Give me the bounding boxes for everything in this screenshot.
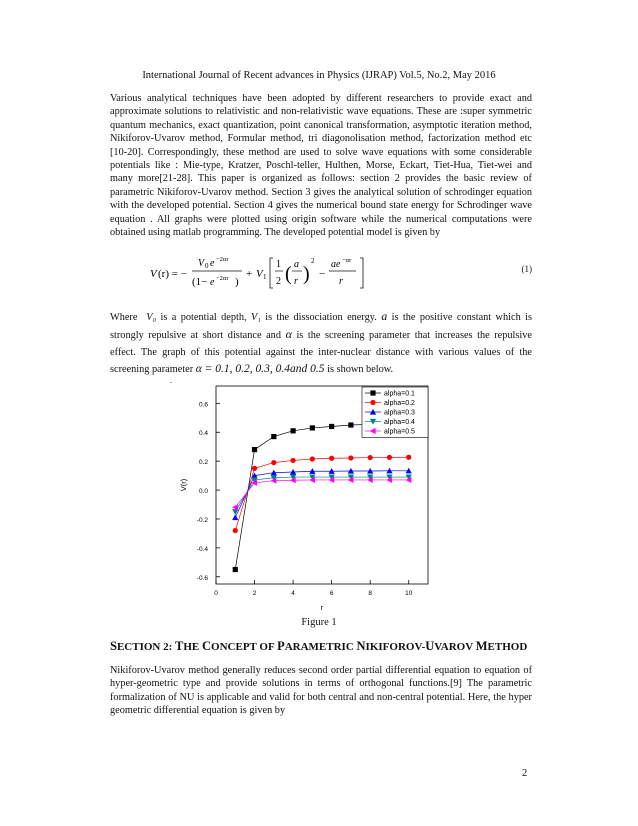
where-text-4: is the screening parameter that increases the repulsive effect. The graph of this potential against the inter-nuclear distance with various values of the screening parameter (110, 330, 532, 375)
eq-sub1: 1 (263, 273, 267, 281)
y-tick-label: 0.0 (198, 488, 208, 496)
intro-paragraph: Various analytical techniques have been adopted by different researchers to provide exact and approximate solutions to relativistic and non-relativistic wave equations. These are :super symmetric quantum mechanics, exact quantization, point canonical transformation, asymptotic iteration method, Nikiforov-Uvarov method, Formular method, tri diagonolisation method, factorization method etc [10-20]. Correspondingly, these method are used to solve wave equations with some considerable potentials like : Mie-type, Kratzer, Poschl-teller, Hulthen, Morse, Eckart, Tiet-Hua, Tiet-wei and many more[21-28]. This paper is organized as follows: section 2 provides the basic review of parametric Nikiforov-Uvarov method. Section 3 gives the analytical solution of schrodinger equation with the developed potential. Section 4 gives the numerical bound state energy for Schrodinger wave equation . All graphs were plotted using origin software while the numerical computations were obtained using matlab programming. The developed potential model is given by (110, 93, 532, 239)
nu-paragraph: Nikiforov-Uvarov method generally reduces second order partial differential equation to equation of hyper-geometric type and provide solutions in terms of orthogonal functions.[9] The parametric formalization of NU is applicable and valid for both central and non-central potential. Here, the hyper geometric differential equation is given by (110, 665, 532, 717)
where-text-3: is the positive constant which is strongly repulsive at short distance and (110, 312, 532, 341)
y-axis-label: V(r) (179, 478, 188, 492)
eq-paren-open: ( (285, 263, 292, 285)
chart-svg (170, 378, 470, 610)
eq-e1: e (210, 258, 215, 269)
alpha-symbol: α (285, 327, 292, 341)
data-point (348, 422, 353, 427)
stray-dot: . (170, 376, 172, 385)
chart-series-layer (232, 420, 412, 572)
data-point (252, 466, 257, 471)
eq-minus: − (319, 268, 326, 280)
where-paragraph (110, 308, 532, 378)
chart-legend (362, 387, 428, 438)
eq-denominator: (1− (192, 276, 208, 288)
data-point (329, 456, 334, 461)
eq-sup2: −2αr (216, 275, 229, 282)
section-heading (110, 639, 532, 654)
where-text-1: is a potential depth, (156, 312, 251, 323)
legend-label: alpha=0.4 (384, 419, 415, 426)
eq-e2: e (210, 277, 215, 288)
series-line (235, 457, 408, 530)
eq-sub0: 0 (205, 262, 209, 270)
heading-part: HE (183, 641, 203, 653)
equation-render (110, 252, 532, 292)
data-point (368, 455, 373, 460)
series-line (235, 471, 408, 518)
x-tick-label: 0 (214, 590, 218, 597)
eq-bracket-left (270, 258, 273, 288)
series-alpha-0-3 (232, 468, 412, 520)
heading-part: M (475, 639, 488, 653)
eq-sq: 2 (311, 257, 315, 265)
y-tick-label: 0.6 (198, 401, 208, 409)
heading-part: S (110, 639, 117, 653)
data-point (370, 400, 375, 405)
x-tick-label: 6 (329, 590, 334, 597)
eq-half-num: 1 (276, 259, 281, 270)
eq-paren-close: ) (303, 263, 310, 285)
heading-part: ETHOD (487, 641, 528, 653)
heading-part: U (425, 639, 435, 653)
eq-ae: ae (331, 259, 341, 270)
y-tick-label: -0.4 (196, 545, 208, 553)
eq-sup1: −2αr (216, 256, 229, 263)
heading-part: T (175, 639, 184, 653)
eq-bracket-right (360, 258, 363, 288)
y-tick-label: -0.2 (196, 516, 208, 524)
heading-part: VAROV (434, 641, 476, 653)
potential-equation (110, 252, 532, 292)
data-point (290, 428, 295, 433)
x-tick-label: 10 (405, 590, 413, 597)
v1-symbol: V₁ (251, 312, 261, 323)
data-point (271, 460, 276, 465)
heading-part: ARAMETRIC (284, 641, 357, 653)
y-tick-label: 0.2 (198, 459, 208, 467)
x-tick-label: 2 (252, 590, 257, 597)
eq-sup3: −αr (342, 257, 352, 264)
data-point (233, 528, 238, 533)
where-text-5: is shown below. (324, 364, 394, 375)
data-point (290, 458, 295, 463)
eq-half-den: 2 (276, 276, 281, 287)
heading-part: IKIFOROV- (365, 641, 426, 653)
a-symbol: a (381, 309, 388, 323)
figure-caption: Figure 1 (301, 617, 337, 628)
legend-label: alpha=0.1 (384, 390, 415, 398)
data-point (233, 567, 238, 572)
heading-part: ONCEPT OF (211, 641, 278, 653)
potential-chart (170, 378, 470, 615)
eq-v1: V (256, 268, 263, 280)
eq-numerator: V (198, 258, 205, 269)
series-alpha-0-5 (232, 477, 411, 511)
eq-a: a (294, 259, 299, 270)
where-word: Where (110, 312, 138, 323)
series-alpha-0-2 (233, 455, 412, 533)
series-line (235, 480, 408, 507)
data-point (232, 514, 238, 520)
eq-den-close: ) (235, 276, 239, 288)
legend-label: alpha=0.3 (384, 409, 415, 417)
x-axis-label: r (320, 603, 324, 610)
data-point (387, 455, 392, 460)
y-tick-label: -0.6 (196, 574, 208, 582)
y-tick-label: 0.4 (198, 430, 208, 438)
eq-lhs: V (150, 268, 157, 280)
equation-number: (1) (521, 264, 532, 274)
heading-part: C (202, 639, 212, 653)
heading-part: P (277, 639, 285, 653)
data-point (406, 455, 411, 460)
page-number: 2 (522, 768, 528, 779)
data-point (348, 455, 353, 460)
eq-plus: + (246, 268, 253, 280)
journal-header: International Journal of Recent advances in Physics (IJRAP) Vol.5, No.2, May 2016 (142, 70, 496, 81)
v0-symbol: V₀ (146, 312, 157, 323)
where-text-2: is the dissociation energy. (260, 312, 382, 323)
data-point (252, 447, 257, 452)
legend-label: alpha=0.2 (384, 400, 415, 407)
eq-r: r (294, 276, 298, 287)
series-line (235, 423, 408, 570)
eq-r2: r (339, 276, 343, 287)
x-tick-label: 8 (368, 590, 372, 597)
data-point (329, 424, 334, 429)
heading-part: N (356, 639, 366, 653)
x-tick-label: 4 (291, 590, 295, 597)
heading-part: ECTION 2: (116, 641, 176, 653)
data-point (310, 456, 315, 461)
eq-lhs-rest: (r) = − (158, 268, 187, 280)
legend-label: alpha=0.5 (384, 428, 415, 436)
alpha-values: α = 0.1, 0.2, 0.3, 0.4and 0.5 (195, 363, 325, 375)
data-point (310, 425, 315, 430)
series-alpha-0-4 (232, 474, 412, 514)
series-alpha-0-1 (233, 420, 412, 572)
data-point (370, 390, 375, 395)
data-point (271, 434, 276, 439)
